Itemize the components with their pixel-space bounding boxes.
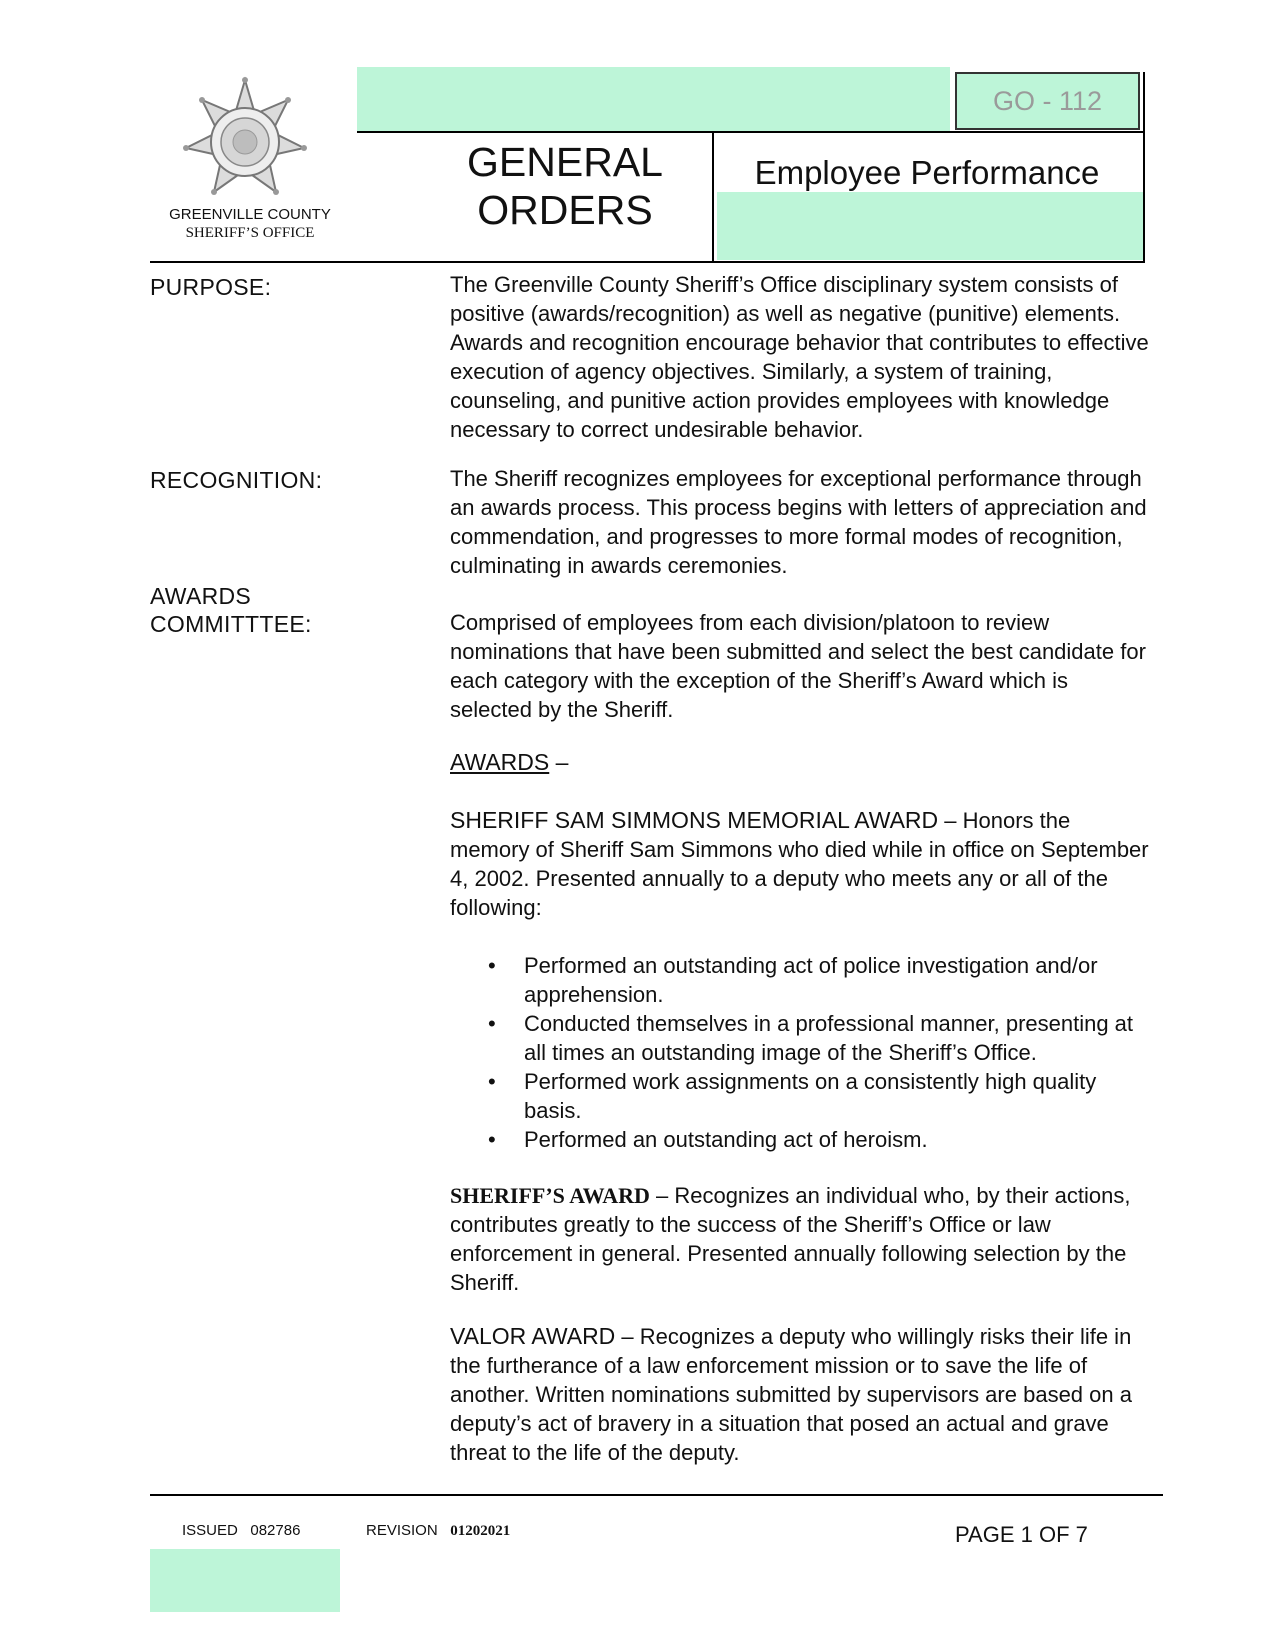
valor-award-title: VALOR AWARD — [450, 1323, 616, 1349]
footer-green-band — [150, 1549, 340, 1612]
memorial-award-text: – Honors the memory of Sheriff Sam Simmons who died while in office on September 4, 2002. Presented annually to a deputy who meets any or all of the following: — [450, 808, 1149, 920]
memorial-award — [450, 806, 1150, 922]
memorial-award-title: SHERIFF SAM SIMMONS MEMORIAL AWARD — [450, 807, 939, 833]
agency-name — [150, 205, 350, 243]
list-item: • Performed an outstanding act of heroism. — [488, 1125, 1150, 1154]
awards-heading-label: AWARDS — [450, 749, 550, 775]
header-rule-bottom — [150, 261, 1145, 263]
sheriffs-award — [450, 1181, 1150, 1297]
go-number-box: GO - 112 — [955, 72, 1140, 130]
header-rule-top — [357, 131, 1144, 133]
header-right-edge — [1143, 72, 1145, 262]
revision-value: 01202021 — [450, 1523, 511, 1539]
issued-label: ISSUED — [182, 1522, 238, 1539]
committee-label-line-1: AWARDS — [150, 583, 252, 609]
recognition-text: The Sheriff recognizes employees for exceptional performance through an awards process. This process begins with letters of appreciation and commendation, and progresses to more formal modes of recognition, culminating in awards ceremonies. — [450, 466, 1147, 578]
purpose-text: The Greenville County Sheriff’s Office disciplinary system consists of positive (awards/recognition) as well as negative (punitive) elements. Awards and recognition encourage behavior that contributes to effective execution of agency objectives. Similarly, a system of training, counseling, and punitive action provides employees with knowledge necessary to correct undesirable behavior. — [450, 272, 1149, 442]
document-subject: Employee Performance — [754, 154, 1100, 191]
list-item: • Performed an outstanding act of police investigation and/or apprehension. — [488, 951, 1150, 1009]
awards-heading-dash: – — [549, 749, 569, 775]
committee-label-line-2: COMMITTTEE: — [150, 611, 312, 637]
title-line-1: GENERAL — [467, 139, 663, 185]
memorial-criteria-list — [488, 951, 1150, 1154]
footer-rule — [150, 1494, 1163, 1496]
recognition-label: RECOGNITION: — [150, 467, 323, 493]
sheriffs-award-text: – Recognizes an individual who, by their actions, contributes greatly to the success of the Sheriff’s Office or law enforcement in general. Presented annually following selection by the Sheriff. — [450, 1183, 1131, 1295]
committee-label — [150, 582, 312, 638]
title-line-2: ORDERS — [477, 187, 653, 233]
header-green-band — [357, 67, 950, 131]
purpose-label: PURPOSE: — [150, 274, 272, 300]
list-item: • Conducted themselves in a professional manner, presenting at all times an outstanding image of the Sheriff’s Office. — [488, 1009, 1150, 1067]
issued-info — [182, 1522, 300, 1539]
valor-award — [450, 1322, 1150, 1467]
sheriff-star-badge-icon — [180, 76, 310, 206]
agency-line-1: GREENVILLE COUNTY — [169, 206, 331, 223]
revision-label: REVISION — [366, 1522, 438, 1539]
list-item: • Performed work assignments on a consistently high quality basis. — [488, 1067, 1150, 1125]
committee-text: Comprised of employees from each division/platoon to review nominations that have been submitted and select the best candidate for each category with the exception of the Sheriff’s Award which is selected by the Sheriff. — [450, 610, 1146, 722]
valor-award-text: – Recognizes a deputy who willingly risks their life in the furtherance of a law enforcement mission or to save the life of another. Written nominations submitted by supervisors are based on a deputy’s act of bravery in a situation that posed an actual and grave threat to the life of the deputy. — [450, 1324, 1132, 1465]
issued-value: 082786 — [250, 1522, 301, 1539]
agency-line-2: SHERIFF’S OFFICE — [185, 225, 315, 241]
document-title — [410, 138, 720, 234]
awards-heading — [450, 748, 1150, 777]
page-number: PAGE 1 OF 7 — [955, 1522, 1088, 1547]
revision-info — [366, 1522, 510, 1540]
sheriffs-award-title: SHERIFF’S AWARD — [450, 1183, 650, 1208]
subject-green-band — [717, 192, 1144, 260]
